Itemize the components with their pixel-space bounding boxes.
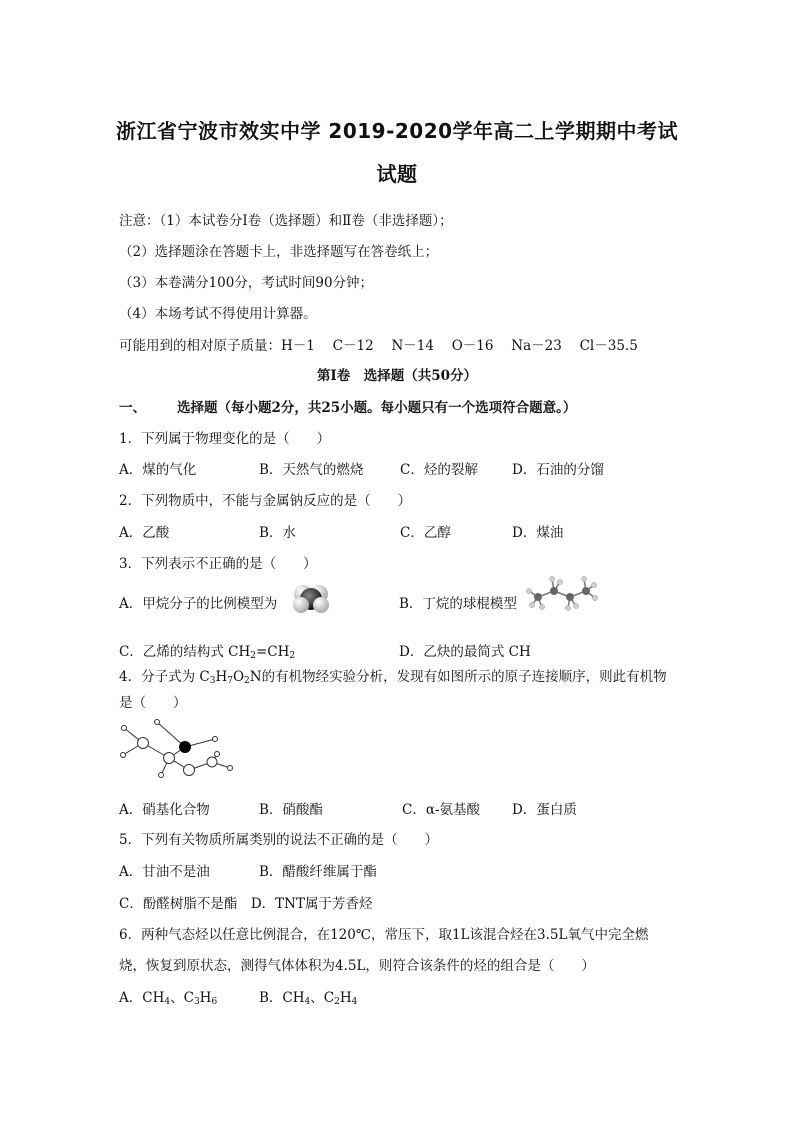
- option-c: C．α-氨基酸: [402, 802, 481, 818]
- note-line: （3）本卷满分100分，考试时间90分钟；: [119, 275, 374, 291]
- option-d: D．煤油: [512, 525, 564, 541]
- hydrogen-atom: [313, 597, 329, 613]
- amino-acid-atom-connectivity-diagram: [117, 716, 239, 780]
- option-b: B．$CH_4$、$C_2H_4$: [259, 990, 358, 1007]
- question-stem: 5．下列有关物质所属类别的说法不正确的是（ ）: [119, 832, 439, 848]
- methane-space-filling-model: [291, 580, 331, 616]
- option-b: B．硝酸酯: [259, 802, 323, 818]
- option-a: A．$CH_4$、$C_3H_6$: [119, 990, 218, 1007]
- option-d: D．乙炔的最简式 CH: [399, 644, 531, 660]
- atomic-masses: 可能用到的相对原子质量：H－1 C－12 N－14 O－16 Na－23 Cl－35.5: [119, 338, 638, 354]
- note-line: （2）选择题涂在答题卡上，非选择题写在答卷纸上；: [119, 244, 439, 260]
- option-a: A．硝基化合物: [119, 802, 210, 818]
- option-a: A．煤的气化: [119, 462, 197, 478]
- part-instruction: 选择题（每小题2分，共25小题。每小题只有一个选项符合题意。）: [177, 400, 577, 416]
- option-c: C．烃的裂解: [400, 462, 478, 478]
- exam-title: 浙江省宁波市效实中学 2019-2020学年高二上学期期中考试: [115, 119, 679, 143]
- butane-ball-and-stick-model: [524, 573, 600, 613]
- exam-title-line2: 试题: [376, 162, 418, 186]
- note-line: （4）本场考试不得使用计算器。: [119, 306, 317, 322]
- option-c: C．乙烯的结构式 $CH_2=CH_2$: [119, 644, 296, 661]
- hydrogen-atom: [293, 597, 309, 613]
- note-line: 注意：（1）本试卷分Ⅰ卷（选择题）和Ⅱ卷（非选择题）；: [119, 213, 453, 229]
- question-stem: 3．下列表示不正确的是（ ）: [119, 556, 317, 572]
- part-number: 一、: [119, 400, 146, 416]
- question-stem: 4．分子式为 $C_3H_7O_2N$的有机物经实验分析，发现有如图所示的原子连接顺序，则此有机物: [119, 669, 667, 686]
- question-stem: 2．下列物质中，不能与金属钠反应的是（ ）: [119, 493, 412, 509]
- option-c-d: C．酚醛树脂不是酯 D．TNT属于芳香烃: [119, 896, 373, 912]
- question-stem-continued: 烧，恢复到原状态，测得气体体积为4.5L，则符合该条件的烃的组合是（ ）: [119, 958, 595, 974]
- option-d: D．蛋白质: [512, 802, 577, 818]
- option-a: A．甲烷分子的比例模型为: [119, 596, 278, 612]
- option-a: A．乙酸: [119, 525, 170, 541]
- question-stem: 1．下列属于物理变化的是（ ）: [119, 431, 331, 447]
- option-c: C．乙醇: [400, 525, 451, 541]
- option-b: B．水: [259, 525, 296, 541]
- section-title: 第Ⅰ卷 选择题（共50分）: [316, 368, 478, 384]
- option-b: B．天然气的燃烧: [259, 462, 364, 478]
- option-b: B．丁烷的球棍模型: [399, 596, 517, 612]
- option-d: D．石油的分馏: [512, 462, 604, 478]
- question-stem: 6．两种气态烃以任意比例混合，在120℃，常压下，取1L该混合烃在3.5L氧气中完全燃: [119, 927, 649, 943]
- question-stem-continued: 是（ ）: [119, 695, 187, 711]
- option-a: A．甘油不是油: [119, 864, 210, 880]
- option-b: B．醋酸纤维属于酯: [259, 864, 377, 880]
